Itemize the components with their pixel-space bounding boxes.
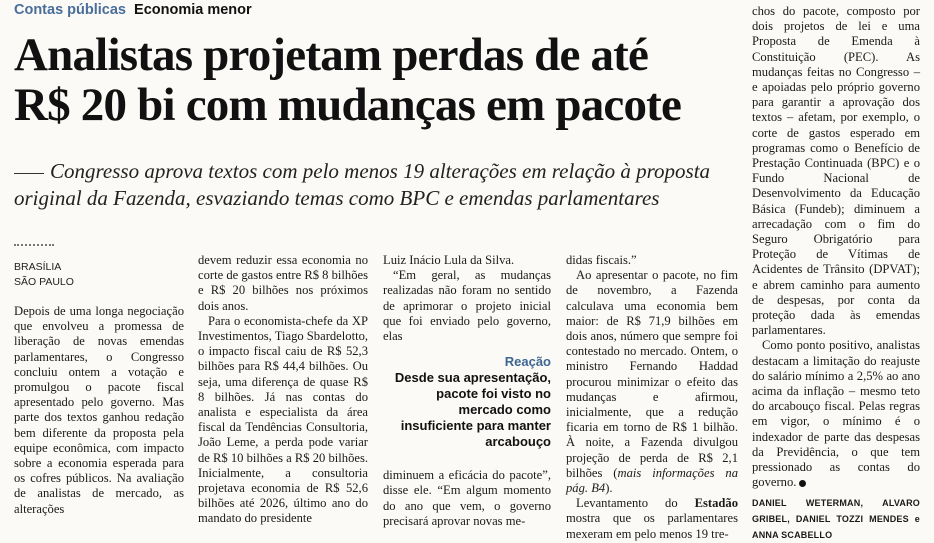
headline-line-1: Analistas projetam perdas de até — [14, 29, 649, 81]
deck — [14, 158, 754, 212]
pull-quote-text: Desde sua apresentação, pacote foi visto no mercado como insuficiente para manter arcabouço — [394, 370, 551, 450]
paragraph: Como ponto positivo, analistas destacam a limitação do reajuste do salário mínimo a 2,5% ao ano acima da inflação – mesmo teto do arcabouço fiscal. Pelas regras em vigor, o mínimo é o indexador de parte das despesas da Previdência, o que tem pressionado as contas do governo. — [752, 338, 920, 490]
article-column-2 — [198, 253, 368, 527]
end-mark-icon — [799, 480, 806, 487]
article-column-1 — [14, 244, 184, 517]
paragraph: Luiz Inácio Lula da Silva. — [383, 253, 515, 267]
article-column-4 — [566, 253, 738, 542]
section-kicker — [14, 2, 252, 18]
headline — [14, 30, 754, 130]
paragraph: Depois de uma longa negociação que envolveu a promessa de liberação de novas emendas parlamentares, o Congresso concluiu ontem a votação e promulgou o pacote fiscal apresentado pelo governo. Mas parte dos textos ganhou redação bem diferente da proposta pela equipe econômica, com impacto sobre a economia esperada para os cofres públicos. Na avaliação de analistas de mercado, as alterações — [14, 304, 184, 516]
article-column-5 — [752, 4, 920, 543]
deck-dash — [14, 173, 44, 174]
dotted-rule — [14, 244, 54, 246]
paragraph: Para o economista-chefe da XP Investimentos, Tiago Sbardelotto, o impacto fiscal caiu de R$ 52,3 bilhões para R$ 44,4 bilhões. Ou seja, uma diferença de quase R$ 8 bilhões. Já nas contas do analista e especialista da área fiscal da Tendências Consultoria, João Leme, a perda pode variar de R$ 10 bilhões a R$ 20 bilhões. Inicialmente, a consultoria projetava economia de R$ 52,6 bilhões até 2026, último ano do mandato do presidente — [198, 313, 369, 526]
paragraph: “Em geral, as mudanças realizadas não foram no sentido de aprimorar o projeto inicial que foi enviado pelo governo, elas — [383, 268, 551, 344]
deck-text: Congresso aprova textos com pelo menos 19 alterações em relação à proposta original da Fazenda, esvaziando temas como BPC e emendas parlamentares — [14, 159, 711, 210]
headline-line-2: R$ 20 bi com mudanças em pacote — [14, 79, 682, 131]
pull-quote-label: Reação — [504, 354, 551, 370]
byline: DANIEL WETERMAN, ALVARO GRIBEL, DANIEL TOZZI MENDES e ANNA SCABELLO — [752, 497, 920, 540]
pull-quote — [383, 354, 551, 450]
page-reference: mais informações na pág. B4 — [566, 465, 738, 496]
section-label: Contas públicas — [14, 2, 126, 18]
paragraph: Ao apresentar o pacote, no fim de novembro, a Fazenda calculava uma economia bem maior: de R$ 71,9 bilhões em dois anos, número que sempre foi contestado no mercado. Ontem, o ministro Fernando Haddad procurou minimizar o efeito das mudanças e afirmou, inicialmente, que a redução ficaria em torno de R$ 1 bilhão. À noite, a Fazenda divulgou projeção de perda de R$ 2,1 bilhões (mais informações na pág. B4). — [566, 268, 738, 496]
dateline — [14, 260, 184, 290]
paragraph: diminuem a eficácia do pacote”, disse ele. “Em algum momento do ano que vem, o governo precisará aprovar novas me- — [383, 468, 551, 528]
dateline-brasilia: BRASÍLIA — [14, 261, 62, 273]
paragraph: devem reduzir essa economia no corte de gastos entre R$ 8 bilhões e R$ 20 bilhões nos próximos dois anos. — [198, 253, 368, 313]
subsection-label: Economia menor — [134, 2, 252, 18]
paragraph: Levantamento do Estadão mostra que os parlamentares mexeram em pelo menos 19 tre- — [566, 496, 738, 541]
paragraph: didas fiscais.” — [566, 253, 637, 267]
dateline-sao-paulo: SÃO PAULO — [14, 276, 74, 288]
publication-name: Estadão — [694, 496, 738, 511]
article-column-3 — [383, 253, 551, 529]
paragraph: chos do pacote, composto por dois projetos de lei e uma Proposta de Emenda à Constituição (PEC). As mudanças feitas no Congresso – e apoiadas pelo próprio governo para garantir a aprovação dos textos – afetam, por exemplo, o corte de gastos esperado em programas como o Benefício de Prestação Continuada (BPC) e o Fundo Nacional de Desenvolvimento da Educação Básica (Fundeb); diminuem a arrecadação com o fim do Seguro Obrigatório para Proteção de Vítimas de Acidentes de Trânsito (DPVAT); e abrem caminho para aumento de despesas, por conta da proteção dada às emendas parlamentares. — [752, 4, 920, 338]
